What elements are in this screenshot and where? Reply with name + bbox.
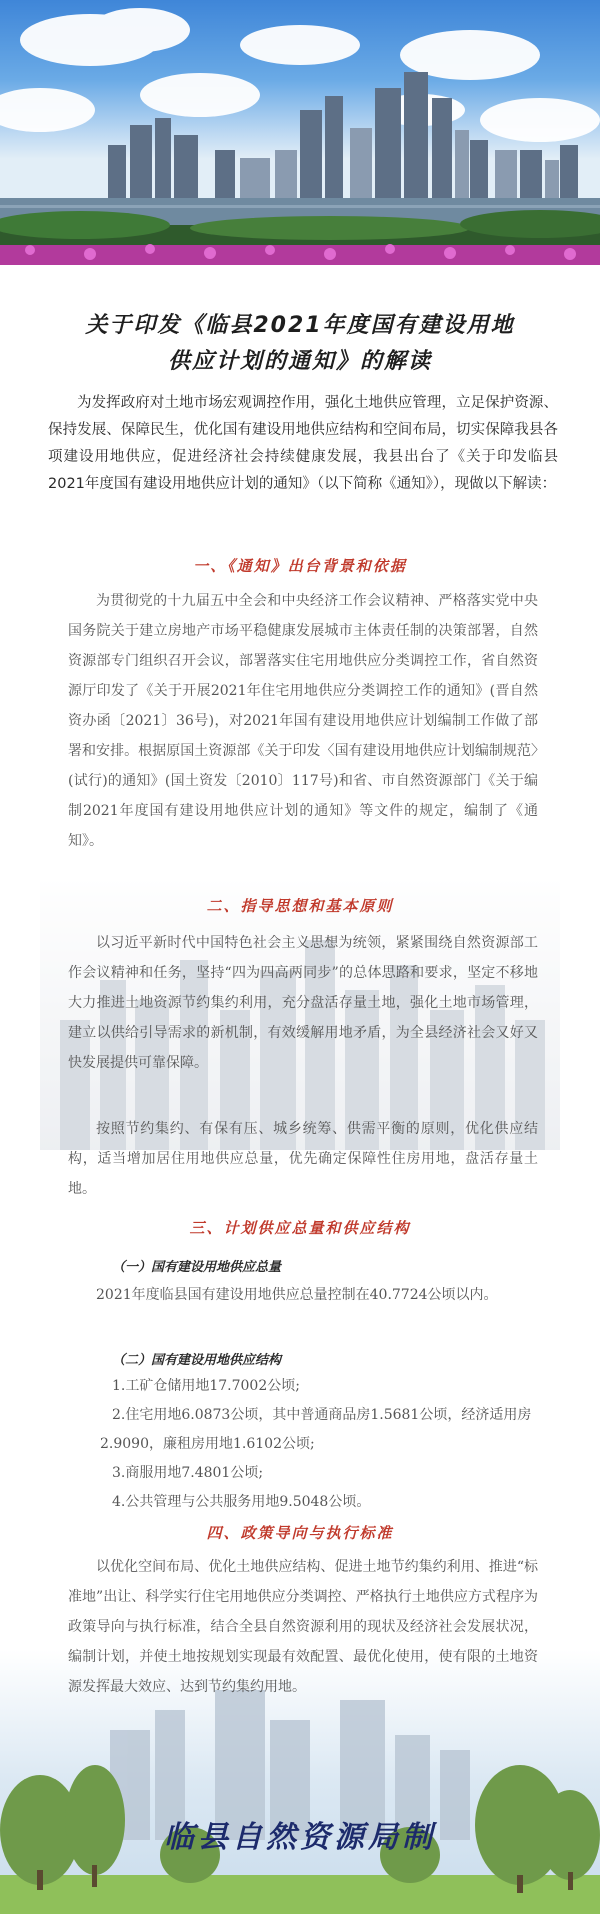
section-4-heading: 四、政策导向与执行标准 — [206, 1524, 394, 1542]
section-3-heading: 三、计划供应总量和供应结构 — [189, 1219, 411, 1237]
section-2-paragraph-1: 以习近平新时代中国特色社会主义思想为统领，紧紧围绕自然资源部工作会议精神和任务，坚持“四为四高两同步”的总体思路和要求，坚定不移地大力推进土地资源节约集约利用，充分盘活存量土地，强化土地市场管理，建立以供给引导需求的新机制，有效缓解用地矛盾，为全县经济社会又好又快发展提供可靠保障。 — [68, 935, 538, 1071]
section-3-total-supply: 2021年度临县国有建设用地供应总量控制在40.7724公顷以内。 — [96, 1287, 498, 1303]
list-item: 4.公共管理与公共服务用地9.5048公顷。 — [112, 1494, 371, 1510]
supply-structure-list — [100, 1372, 550, 1517]
list-item: 1.工矿仓储用地17.7002公顷; — [112, 1378, 300, 1394]
title-line-1: 关于印发《临县2021年度国有建设用地 — [85, 313, 515, 338]
section-2-heading: 二、指导思想和基本原则 — [206, 897, 394, 915]
section-1-heading: 一、《通知》出台背景和依据 — [193, 557, 407, 575]
list-item: 3.商服用地7.4801公顷; — [112, 1465, 264, 1481]
title-line-2: 供应计划的通知》的解读 — [167, 349, 432, 374]
section-3-subheading-1: （一）国有建设用地供应总量 — [112, 1260, 282, 1275]
section-3-subheading-2: （二）国有建设用地供应结构 — [112, 1353, 282, 1368]
section-1-paragraph: 为贯彻党的十九届五中全会和中央经济工作会议精神、严格落实党中央国务院关于建立房地产市场平稳健康发展城市主体责任制的决策部署，自然资源部专门组织召开会议，部署落实住宅用地供应分类调控工作，省自然资源厅印发了《关于开展2021年住宅用地供应分类调控工作的通知》(晋自然资办函〔2021〕36号)，对2021年国有建设用地供应计划编制工作做了部署和安排。根据原国土资源部《关于印发〈国有建设用地供应计划编制规范〉(试行)的通知》(国土资发〔2010〕117号)和省、市自然资源部门《关于编制2021年度国有建设用地供应计划的通知》等文件的规定，编制了《通知》。 — [68, 593, 538, 849]
section-2-paragraph-2: 按照节约集约、有保有压、城乡统筹、供需平衡的原则，优化供应结构，适当增加居住用地供应总量，优先确定保障性住房用地，盘活存量土地。 — [68, 1121, 538, 1197]
header-city-photo — [0, 0, 600, 265]
section-4-paragraph: 以优化空间布局、优化土地供应结构、促进土地节约集约利用、推进“标准地”出让、科学实行住宅用地供应分类调控、严格执行土地供应方式程序为政策导向与执行标准，结合全县自然资源利用的现状及经济社会发展状况，编制计划，并使土地按规划实现最有效配置、最优化使用，使有限的土地资源发挥最大效应、达到节约集约用地。 — [68, 1559, 538, 1695]
issuer-signature: 临县自然资源局制 — [164, 1820, 436, 1855]
intro-paragraph: 为发挥政府对土地市场宏观调控作用，强化土地供应管理，立足保护资源、保持发展、保障民生，优化国有建设用地供应结构和空间布局，切实保障我县各项建设用地供应，促进经济社会持续健康发展，我县出台了《关于印发临县2021年度国有建设用地供应计划的通知》（以下简称《通知》），现做以下解读： — [48, 395, 558, 492]
list-item: 2.住宅用地6.0873公顷，其中普通商品房1.5681公顷，经济适用房2.9090，廉租房用地1.6102公顷; — [100, 1407, 532, 1452]
document-title — [40, 308, 560, 380]
